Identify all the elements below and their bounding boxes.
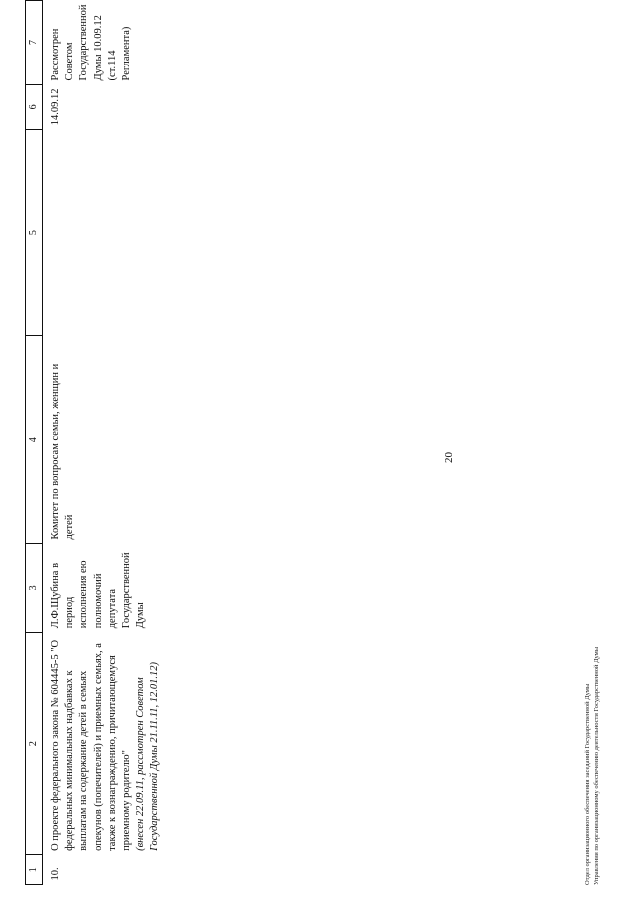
responsible-committee: Комитет по вопросам семьи, женщин и детей [50, 363, 76, 540]
column-number-1: 1 [26, 855, 43, 885]
row-number: 10. [50, 867, 61, 881]
column-number-2: 2 [26, 632, 43, 855]
column-number-7: 7 [26, 1, 43, 85]
column-number-4: 4 [26, 336, 43, 544]
bill-description [43, 632, 163, 855]
bills-table [25, 0, 162, 885]
footer-line-1: Отдел организационного обеспечения заседаний Государственной Думы [584, 683, 591, 885]
bill-author: Л.Ф.Щубина в период исполнения ею полномочий депутата Государственной Думы [50, 552, 147, 629]
page-number: 20 [443, 452, 455, 463]
footer-line-2: Управления по организационному обеспечению деятельности Государственной Думы [593, 646, 601, 885]
column-number-6: 6 [26, 84, 43, 129]
column-number-row [26, 1, 43, 885]
column-number-3: 3 [26, 544, 43, 633]
column-number-5: 5 [26, 129, 43, 336]
footer-note [583, 647, 601, 885]
bill-note: (внесен 22.09.11, рассмотрен Советом Государственной Думы 21.11.11, 12.01.12) [135, 661, 161, 851]
bill-title: О проекте федерального закона № 604445-5 "О федеральных минимальных надбавках к выплатам на содержание детей в семьях опекунов (попечителей) и приемных семьях, а также к вознаграждению, причитающемуся приемному родителю" [50, 639, 132, 851]
table-row [43, 1, 163, 885]
review-status: Рассмотрен Советом Государственной Думы 10.09.12 (ст.114 Регламента) [50, 4, 132, 81]
column-5-cell [43, 129, 163, 336]
review-date: 14.09.12 [50, 88, 61, 126]
